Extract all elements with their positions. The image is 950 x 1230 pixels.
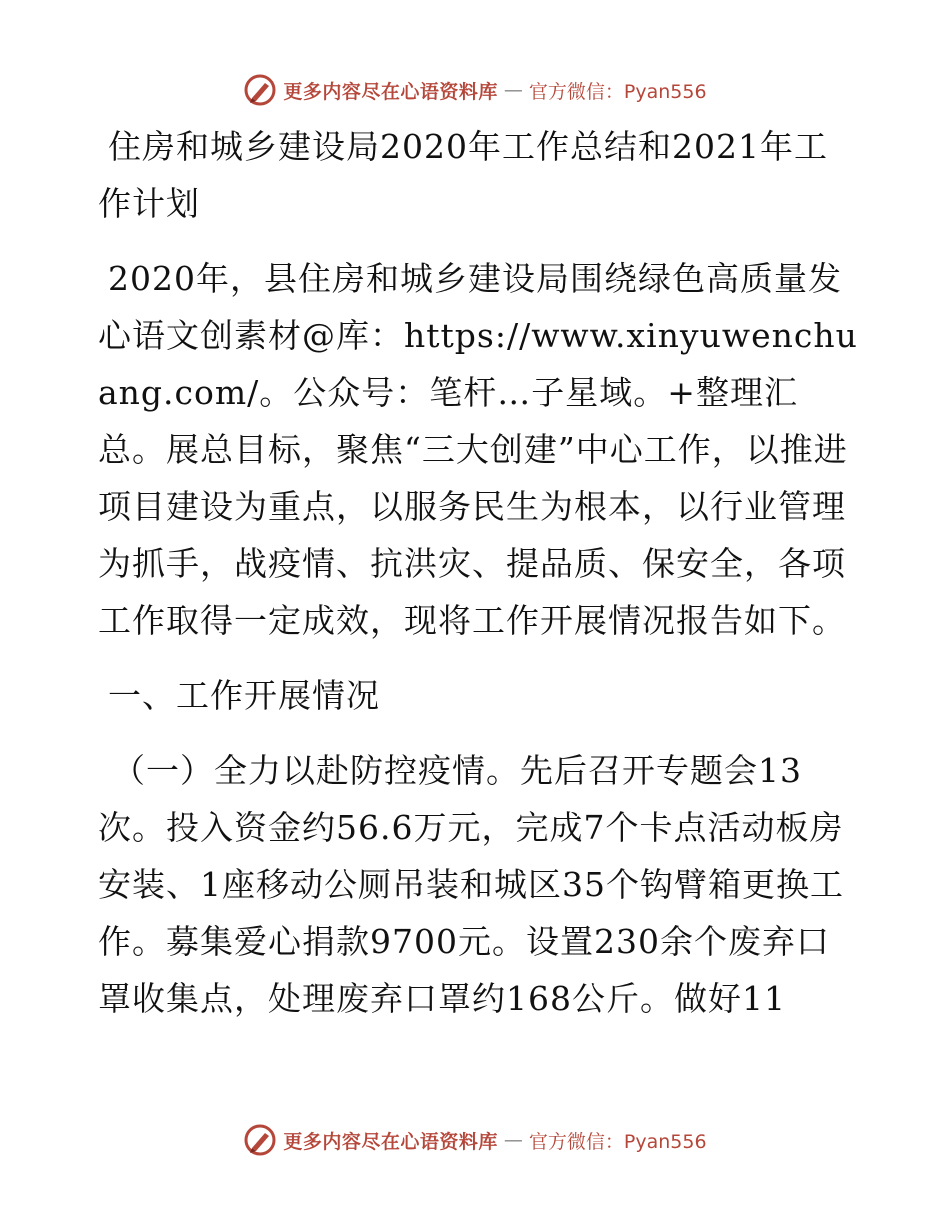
section-paragraph-1: （一）全力以赴防控疫情。先后召开专题会13次。投入资金约56.6万元，完成7个卡点活动板房安装、1座移动公厕吊装和城区35个钩臂箱更换工作。募集爱心捐款9700元。设置230余个废弃口罩收集点，处理废弃口罩约168公斤。做好11 xyxy=(98,751,844,1018)
intro-paragraph: 2020年，县住房和城乡建设局围绕绿色高质量发心语文创素材@库：https://www.xinyuwenchuang.com/。公众号：笔杆…子星域。+整理汇总。展总目标，聚焦“三大创建”中心工作，以推进项目建设为重点，以服务民生为根本，以行业管理为抓手，战疫情、抗洪灾、提品质、保安全，各项工作取得一定成效，现将工作开展情况报告如下。 xyxy=(98,259,858,640)
header-banner-content xyxy=(243,73,706,107)
footer-banner-content xyxy=(243,1123,706,1157)
header-banner-contact: 官方微信：Pyan556 xyxy=(528,80,707,103)
footer-banner xyxy=(0,1120,950,1160)
section-heading: 一、工作开展情况 xyxy=(108,676,380,715)
pen-logo-icon xyxy=(243,1123,277,1157)
pen-logo-icon xyxy=(243,73,277,107)
header-banner xyxy=(0,70,950,110)
footer-banner-dash: — xyxy=(503,1129,523,1151)
header-banner-title: 更多内容尽在心语资料库 xyxy=(283,80,498,103)
header-banner-dash: — xyxy=(503,79,523,101)
footer-banner-title: 更多内容尽在心语资料库 xyxy=(283,1130,498,1153)
document-title: 住房和城乡建设局2020年工作总结和2021年工作计划 xyxy=(98,127,828,223)
footer-banner-contact: 官方微信：Pyan556 xyxy=(528,1130,707,1153)
document-body xyxy=(98,118,858,1027)
